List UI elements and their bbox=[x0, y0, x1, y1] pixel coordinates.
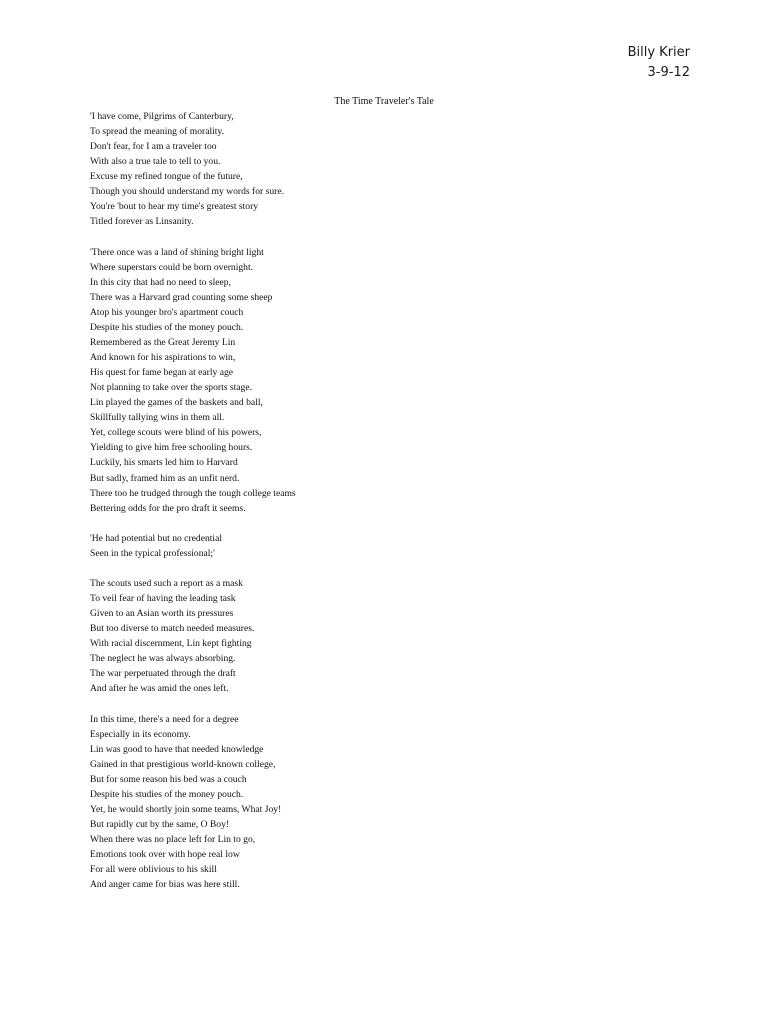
poem-line: Yielding to give him free schooling hours. bbox=[90, 442, 253, 454]
poem-line: When there was no place left for Lin to go, bbox=[90, 834, 256, 845]
poem-line: Yet, he would shortly join some teams, What Joy! bbox=[90, 803, 282, 815]
poem-line: With racial discernment, Lin kept fighting bbox=[90, 638, 252, 650]
poem-line: Luckily, his smarts led him to Harvard bbox=[90, 457, 238, 469]
poem-line: 'There once was a land of shining bright light bbox=[90, 246, 264, 258]
poem-line: Despite his studies of the money pouch. bbox=[90, 788, 244, 800]
author-name: Billy Krier bbox=[627, 45, 690, 60]
poem-line: In this city that had no need to sleep, bbox=[90, 276, 231, 288]
poem-line: The neglect he was always absorbing. bbox=[90, 653, 236, 665]
poem-line: Despite his studies of the money pouch. bbox=[90, 321, 244, 333]
stanza bbox=[90, 712, 296, 893]
stanza bbox=[90, 245, 296, 516]
poem-line: In this time, there's a need for a degree bbox=[90, 713, 239, 725]
poem-line: But rapidly cut by the same, O Boy! bbox=[90, 818, 230, 830]
poem-line: Atop his younger bro's apartment couch bbox=[90, 306, 244, 318]
poem-line: Emotions took over with hope real low bbox=[90, 849, 240, 861]
poem-line: Lin played the games of the baskets and ball, bbox=[90, 397, 263, 409]
poem-line: Don't fear, for I am a traveler too bbox=[90, 141, 217, 153]
poem-line: With also a true tale to tell to you. bbox=[90, 156, 221, 168]
poem-line: To spread the meaning of morality. bbox=[90, 126, 225, 138]
document-header bbox=[628, 43, 690, 83]
poem-line: Titled forever as Linsanity. bbox=[90, 216, 194, 228]
document-date: 3-9-12 bbox=[647, 65, 690, 80]
poem-line: For all were oblivious to his skill bbox=[90, 864, 217, 876]
poem-line: Though you should understand my words for sure. bbox=[90, 186, 284, 198]
poem-line: And after he was amid the ones left. bbox=[90, 683, 229, 695]
poem-body bbox=[90, 109, 296, 892]
poem-line: Not planning to take over the sports stage. bbox=[90, 382, 252, 394]
poem-line: 'He had potential but no credential bbox=[90, 532, 222, 544]
stanza bbox=[90, 109, 296, 230]
poem-line: There too he trudged through the tough college teams bbox=[90, 487, 296, 499]
stanza bbox=[90, 531, 296, 561]
poem-line: Lin was good to have that needed knowledge bbox=[90, 743, 264, 755]
stanza bbox=[90, 576, 296, 697]
poem-line: Excuse my refined tongue of the future, bbox=[90, 171, 243, 183]
poem-line: There was a Harvard grad counting some sheep bbox=[90, 291, 273, 303]
poem-line: Where superstars could be born overnight. bbox=[90, 261, 254, 273]
poem-line: But too diverse to match needed measures. bbox=[90, 623, 255, 635]
poem-line: His quest for fame began at early age bbox=[90, 367, 234, 379]
poem-line: The war perpetuated through the draft bbox=[90, 668, 236, 680]
poem-line: Skillfully tallying wins in them all. bbox=[90, 412, 225, 424]
poem-line: Given to an Asian worth its pressures bbox=[90, 608, 234, 620]
poem-title: The Time Traveler's Tale bbox=[334, 96, 434, 107]
poem-line: 'I have come, Pilgrims of Canterbury, bbox=[90, 111, 234, 122]
poem-line: And anger came for bias was here still. bbox=[90, 879, 240, 891]
poem-line: Seen in the typical professional;' bbox=[90, 547, 215, 559]
poem-line: Remembered as the Great Jeremy Lin bbox=[90, 336, 236, 348]
poem-line: To veil fear of having the leading task bbox=[90, 593, 236, 604]
poem-line: You're 'bout to hear my time's greatest story bbox=[90, 201, 259, 213]
poem-line: Yet, college scouts were blind of his powers, bbox=[90, 427, 262, 439]
poem-line: And known for his aspirations to win, bbox=[90, 352, 236, 363]
poem-line: Especially in its economy. bbox=[90, 728, 191, 740]
poem-line: Bettering odds for the pro draft it seems. bbox=[90, 502, 246, 514]
poem-line: But for some reason his bed was a couch bbox=[90, 773, 247, 785]
poem-line: The scouts used such a report as a mask bbox=[90, 577, 243, 589]
poem-line: Gained in that prestigious world-known college, bbox=[90, 758, 276, 770]
poem-line: But sadly, framed him as an unfit nerd. bbox=[90, 472, 240, 484]
